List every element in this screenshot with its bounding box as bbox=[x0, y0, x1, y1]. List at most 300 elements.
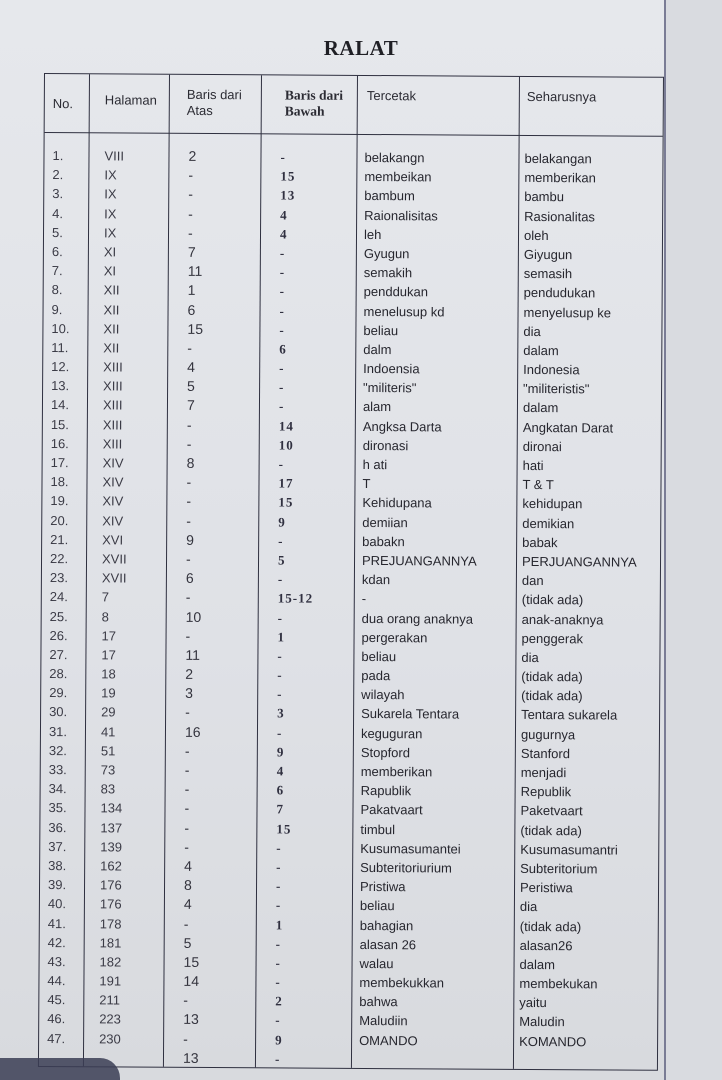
cell-seharusnya: Rasionalitas bbox=[524, 208, 596, 224]
cell-baris-bawah: - bbox=[280, 149, 286, 165]
cell-seharusnya: Angkatan Darat bbox=[522, 419, 614, 436]
cell-baris-bawah: - bbox=[275, 897, 282, 913]
cell-tercetak: Sukarela Tentara bbox=[361, 706, 460, 722]
cell-baris-atas: - bbox=[184, 742, 190, 759]
cell-halaman: 191 bbox=[99, 973, 122, 989]
cell-seharusnya: dironai bbox=[522, 438, 562, 454]
cell-baris-bawah: 9 bbox=[278, 514, 286, 530]
page-title: RALAT bbox=[323, 36, 399, 60]
cell-baris-bawah: - bbox=[277, 571, 284, 587]
header-halaman: Halaman bbox=[104, 92, 157, 108]
cell-baris-bawah: 7 bbox=[276, 801, 285, 817]
cell-baris-bawah: - bbox=[276, 859, 282, 875]
cell-halaman: 19 bbox=[101, 685, 116, 701]
row-number: 40. bbox=[47, 896, 67, 912]
cell-baris-atas: 10 bbox=[185, 608, 202, 625]
cell-halaman: XII bbox=[103, 321, 120, 337]
cell-seharusnya: oleh bbox=[523, 227, 549, 243]
cell-baris-bawah: - bbox=[277, 667, 283, 683]
cell-seharusnya: Peristiwa bbox=[519, 880, 573, 896]
row-number: 26. bbox=[49, 627, 68, 643]
cell-baris-atas: - bbox=[184, 781, 190, 798]
cell-baris-atas: 4 bbox=[184, 857, 193, 874]
cell-baris-atas: 6 bbox=[185, 570, 194, 587]
row-number: 7. bbox=[51, 263, 63, 279]
cell-tercetak: Kusumasumantei bbox=[360, 840, 461, 857]
cell-tercetak: Raionalisitas bbox=[364, 207, 438, 223]
cell-baris-atas: - bbox=[188, 205, 193, 222]
cell-baris-bawah: - bbox=[279, 283, 286, 299]
row-number: 38. bbox=[48, 857, 67, 874]
cell-baris-atas: 1 bbox=[187, 282, 196, 299]
row-number: 42. bbox=[47, 934, 66, 950]
column-baris-atas bbox=[183, 147, 249, 1068]
cell-baris-bawah: - bbox=[277, 648, 283, 664]
cell-tercetak: dua orang anaknya bbox=[361, 610, 474, 627]
cell-baris-bawah: - bbox=[274, 1051, 281, 1067]
cell-tercetak: bahagian bbox=[359, 917, 414, 933]
row-number: 6. bbox=[51, 243, 63, 260]
cell-seharusnya: dia bbox=[521, 649, 539, 665]
cell-tercetak: - bbox=[361, 591, 367, 607]
row-number: 4. bbox=[52, 205, 64, 221]
cell-tercetak: T bbox=[362, 476, 371, 492]
cell-baris-bawah: 6 bbox=[279, 341, 287, 357]
header-baris-bawah-line1: Baris dari bbox=[284, 87, 344, 103]
row-number: 44. bbox=[47, 973, 66, 989]
row-number: 22. bbox=[49, 550, 69, 567]
cell-seharusnya: Kusumasumantri bbox=[520, 841, 618, 858]
cell-baris-atas: 8 bbox=[183, 876, 192, 894]
cell-halaman: 83 bbox=[100, 781, 116, 797]
cell-seharusnya: alasan26 bbox=[519, 937, 573, 953]
cell-seharusnya: dia bbox=[519, 899, 538, 915]
cell-halaman: XIV bbox=[102, 455, 124, 471]
cell-baris-atas: - bbox=[186, 474, 192, 491]
cell-seharusnya: Subteritorium bbox=[520, 860, 598, 877]
cell-halaman: 162 bbox=[100, 858, 122, 874]
cell-halaman: 73 bbox=[100, 762, 116, 778]
cell-halaman: XVII bbox=[101, 551, 127, 567]
cell-baris-bawah: 4 bbox=[280, 207, 288, 223]
cell-halaman: 29 bbox=[101, 704, 116, 720]
header-seharusnya: Seharusnya bbox=[526, 88, 597, 105]
cell-tercetak: penddukan bbox=[363, 284, 429, 300]
cell-baris-bawah: 5 bbox=[277, 552, 286, 568]
cell-seharusnya: dia bbox=[523, 323, 541, 339]
row-number: 18. bbox=[50, 474, 69, 490]
cell-seharusnya: menjadi bbox=[520, 764, 567, 781]
cell-baris-atas: 5 bbox=[187, 378, 195, 395]
cell-seharusnya: Indonesia bbox=[523, 361, 580, 378]
row-number: 36. bbox=[48, 819, 67, 835]
cell-halaman: 18 bbox=[101, 666, 116, 682]
cell-seharusnya: Giyugun bbox=[523, 246, 573, 263]
header-divider bbox=[45, 132, 663, 137]
header-tercetak: Tercetak bbox=[366, 87, 417, 104]
row-number: 3. bbox=[52, 186, 64, 202]
cell-tercetak: PREJUANGANNYA bbox=[361, 552, 477, 569]
cell-baris-atas: - bbox=[188, 167, 194, 184]
cell-baris-atas: - bbox=[187, 339, 193, 356]
cell-halaman: 181 bbox=[99, 935, 122, 951]
cell-tercetak: memberikan bbox=[360, 763, 433, 780]
column-baris-bawah bbox=[275, 147, 351, 1068]
cell-baris-bawah: - bbox=[279, 379, 285, 395]
cell-baris-atas: - bbox=[185, 589, 191, 606]
cell-halaman: XIII bbox=[103, 359, 123, 375]
row-number: 8. bbox=[51, 282, 63, 298]
cell-tercetak: Indoensia bbox=[363, 361, 420, 377]
row-number: 28. bbox=[49, 666, 68, 682]
cell-tercetak: membekukkan bbox=[359, 975, 445, 991]
cell-baris-bawah: - bbox=[278, 398, 285, 414]
cell-baris-atas: 2 bbox=[185, 665, 194, 682]
row-number: 37. bbox=[48, 838, 67, 854]
header-baris-bawah-line2: Bawah bbox=[284, 103, 325, 119]
cell-tercetak: dironasi bbox=[362, 437, 409, 454]
cell-baris-bawah: 15 bbox=[278, 494, 294, 510]
cell-halaman: IX bbox=[104, 167, 117, 183]
row-number: 2. bbox=[52, 167, 64, 183]
cell-halaman: XIII bbox=[102, 416, 123, 433]
cell-tercetak: walau bbox=[359, 955, 394, 972]
row-number: 5. bbox=[51, 224, 63, 240]
row-number: 29. bbox=[49, 685, 68, 701]
cell-halaman: VIII bbox=[104, 148, 125, 164]
cell-halaman: 223 bbox=[99, 1011, 121, 1027]
column-divider bbox=[351, 76, 358, 1068]
cell-tercetak: belakangn bbox=[364, 149, 425, 166]
cell-baris-bawah: 14 bbox=[278, 418, 294, 434]
cell-seharusnya: Paketvaart bbox=[520, 803, 583, 819]
row-number: 25. bbox=[49, 608, 68, 624]
cell-baris-bawah: 1 bbox=[275, 916, 284, 932]
cell-baris-atas: - bbox=[186, 416, 192, 433]
cell-baris-atas: 2 bbox=[188, 147, 197, 164]
cell-baris-bawah: 3 bbox=[277, 705, 285, 721]
cell-halaman: 51 bbox=[100, 743, 116, 759]
row-number: 41. bbox=[47, 915, 66, 931]
cell-halaman: 17 bbox=[101, 628, 117, 644]
header-baris-bawah bbox=[285, 87, 343, 119]
row-number: 39. bbox=[47, 877, 67, 893]
cell-baris-atas: - bbox=[185, 704, 190, 721]
cell-baris-atas: - bbox=[184, 761, 190, 778]
cell-halaman: XII bbox=[103, 301, 120, 317]
cell-baris-bawah: - bbox=[275, 878, 282, 894]
cell-halaman: IX bbox=[104, 205, 117, 222]
cell-tercetak: "militeris" bbox=[363, 380, 417, 396]
cell-baris-bawah: - bbox=[278, 533, 284, 549]
cell-tercetak: Gyugun bbox=[363, 245, 410, 262]
cell-seharusnya: (tidak ada) bbox=[521, 688, 583, 704]
cell-baris-atas: - bbox=[185, 627, 191, 644]
cell-halaman: 134 bbox=[100, 800, 123, 816]
cell-baris-atas: 15 bbox=[183, 953, 200, 970]
cell-seharusnya: Republik bbox=[520, 784, 572, 800]
row-number: 24. bbox=[49, 589, 68, 605]
cell-halaman: IX bbox=[103, 225, 117, 241]
row-number: 12. bbox=[51, 359, 70, 375]
cell-baris-bawah: 15 bbox=[276, 820, 292, 837]
cell-baris-bawah: 4 bbox=[279, 226, 288, 242]
cell-tercetak: wilayah bbox=[361, 687, 405, 703]
cell-halaman: 8 bbox=[101, 608, 109, 624]
cell-seharusnya: (tidak ada) bbox=[521, 592, 584, 608]
cell-seharusnya: dalam bbox=[519, 956, 556, 973]
cell-tercetak: timbul bbox=[360, 821, 396, 837]
cell-baris-atas: 7 bbox=[187, 243, 196, 260]
cell-baris-atas: - bbox=[183, 1030, 188, 1047]
cell-seharusnya: membekukan bbox=[519, 975, 598, 992]
cell-seharusnya: (tidak ada) bbox=[520, 822, 582, 838]
cell-tercetak: keguguran bbox=[360, 725, 423, 741]
cell-baris-atas: 9 bbox=[186, 531, 194, 548]
row-number: 19. bbox=[50, 493, 69, 509]
cell-seharusnya: menyelusup ke bbox=[523, 304, 612, 320]
cell-tercetak: Angksa Darta bbox=[362, 418, 442, 435]
cell-baris-atas: - bbox=[186, 493, 192, 510]
row-number: 15. bbox=[50, 416, 69, 432]
cell-baris-bawah: 1 bbox=[277, 629, 286, 645]
cell-baris-bawah: 17 bbox=[278, 475, 294, 491]
cell-baris-bawah: 6 bbox=[276, 782, 285, 798]
cell-halaman: XI bbox=[103, 244, 117, 260]
cell-baris-atas: - bbox=[186, 512, 191, 529]
row-number: 10. bbox=[51, 320, 70, 336]
cell-halaman: 176 bbox=[99, 877, 122, 893]
cell-baris-atas: - bbox=[188, 186, 193, 203]
cell-tercetak: h ati bbox=[362, 456, 388, 473]
cell-baris-atas: - bbox=[185, 550, 191, 567]
cell-seharusnya: penggerak bbox=[521, 630, 584, 646]
cell-baris-atas: - bbox=[184, 819, 190, 836]
row-number: 33. bbox=[48, 762, 67, 778]
row-number: 31. bbox=[48, 723, 68, 739]
row-number: 46. bbox=[47, 1011, 66, 1027]
cell-baris-bawah: - bbox=[275, 955, 281, 971]
cell-tercetak: beliau bbox=[363, 322, 399, 338]
cell-baris-bawah: 10 bbox=[278, 437, 294, 453]
row-number: 20. bbox=[50, 512, 69, 528]
cell-baris-atas: 14 bbox=[183, 972, 200, 990]
cell-tercetak: semakih bbox=[363, 265, 413, 281]
cell-seharusnya: dan bbox=[521, 573, 544, 589]
cell-baris-bawah: - bbox=[279, 360, 285, 376]
cell-halaman: 182 bbox=[99, 954, 122, 970]
row-number: 1. bbox=[52, 148, 64, 164]
cell-baris-bawah: - bbox=[275, 974, 281, 990]
cell-tercetak: Pristiwa bbox=[359, 879, 406, 895]
cell-seharusnya: (tidak ada) bbox=[521, 668, 583, 685]
cell-seharusnya: PERJUANGANNYA bbox=[521, 553, 637, 570]
cell-halaman: 139 bbox=[100, 839, 123, 855]
cell-tercetak: pergerakan bbox=[361, 629, 428, 646]
row-number: 34. bbox=[48, 781, 67, 797]
column-tercetak bbox=[359, 148, 525, 1051]
cell-tercetak: alasan 26 bbox=[359, 936, 417, 952]
cell-baris-atas: 4 bbox=[187, 358, 196, 375]
cell-baris-bawah: - bbox=[279, 322, 285, 338]
header-baris-atas-line2: Atas bbox=[186, 102, 213, 119]
cell-halaman: 137 bbox=[100, 819, 123, 836]
cell-baris-bawah: - bbox=[277, 609, 284, 625]
row-number: 43. bbox=[47, 953, 66, 970]
cell-baris-atas: 8 bbox=[186, 454, 195, 471]
cell-halaman: XI bbox=[103, 263, 117, 279]
cell-halaman: XVII bbox=[101, 570, 127, 586]
cell-tercetak: Maludiin bbox=[359, 1013, 408, 1029]
cell-halaman: 211 bbox=[99, 992, 121, 1008]
cell-seharusnya: semasih bbox=[523, 266, 573, 282]
cell-halaman: XIV bbox=[102, 512, 124, 529]
cell-baris-bawah: 9 bbox=[276, 744, 285, 760]
cell-halaman: XII bbox=[103, 340, 120, 356]
cell-baris-bawah: - bbox=[278, 456, 285, 472]
cell-seharusnya: hati bbox=[522, 457, 544, 474]
column-no bbox=[47, 146, 89, 1048]
cell-halaman: XIV bbox=[102, 474, 124, 490]
cell-seharusnya: dalam bbox=[523, 342, 559, 359]
cell-seharusnya: demikian bbox=[522, 515, 575, 531]
cell-halaman: XIII bbox=[102, 436, 123, 452]
cell-baris-atas: 4 bbox=[183, 896, 192, 913]
row-number: 17. bbox=[50, 455, 69, 471]
row-number: 47. bbox=[47, 1030, 66, 1046]
cell-seharusnya: T & T bbox=[522, 477, 554, 493]
cell-seharusnya: babak bbox=[522, 534, 558, 550]
cell-baris-atas: 16 bbox=[184, 723, 201, 740]
cell-tercetak: Stopford bbox=[360, 744, 411, 761]
cell-halaman: 17 bbox=[101, 647, 116, 663]
cell-tercetak: babakn bbox=[362, 533, 405, 549]
cell-baris-bawah: 4 bbox=[276, 763, 285, 779]
cell-tercetak: menelusup kd bbox=[363, 303, 445, 319]
row-number: 21. bbox=[50, 531, 69, 547]
cell-halaman: 230 bbox=[99, 1030, 121, 1047]
cell-seharusnya: (tidak ada) bbox=[519, 918, 582, 934]
cell-baris-atas: - bbox=[183, 915, 189, 932]
cell-seharusnya: anak-anaknya bbox=[521, 611, 604, 627]
row-number: 11. bbox=[51, 339, 69, 356]
cell-baris-atas: 7 bbox=[186, 397, 195, 414]
cell-seharusnya: yaitu bbox=[519, 995, 547, 1011]
cell-seharusnya: pendudukan bbox=[523, 285, 596, 301]
cell-baris-bawah: - bbox=[276, 840, 282, 856]
cell-tercetak: OMANDO bbox=[359, 1032, 418, 1048]
cell-baris-bawah: - bbox=[276, 725, 283, 741]
cell-tercetak: pada bbox=[361, 668, 391, 684]
cell-seharusnya: kehidupan bbox=[522, 496, 583, 512]
cell-tercetak: beliau bbox=[361, 648, 397, 665]
cell-tercetak: Rapublik bbox=[360, 783, 412, 799]
header-baris-atas-line1: Baris dari bbox=[186, 86, 242, 103]
cell-baris-bawah: - bbox=[279, 302, 285, 318]
cell-tercetak: demiian bbox=[362, 514, 408, 530]
cell-baris-bawah: - bbox=[275, 1012, 281, 1028]
cell-baris-atas: - bbox=[183, 992, 189, 1009]
errata-table bbox=[38, 73, 664, 1071]
cell-seharusnya: "militeristis" bbox=[523, 381, 590, 397]
cell-baris-atas: 13 bbox=[183, 1011, 199, 1028]
cell-tercetak: kdan bbox=[361, 572, 391, 588]
cell-seharusnya: Stanford bbox=[520, 745, 571, 762]
cell-baris-bawah: - bbox=[279, 245, 286, 261]
cell-tercetak: membeikan bbox=[364, 169, 432, 185]
row-number: 35. bbox=[48, 800, 67, 816]
background-shadow bbox=[0, 1058, 120, 1080]
row-number: 9. bbox=[51, 301, 63, 317]
cell-baris-bawah: - bbox=[275, 936, 282, 952]
cell-halaman: 176 bbox=[99, 896, 122, 912]
cell-baris-atas: 11 bbox=[185, 646, 201, 663]
row-number: 13. bbox=[51, 378, 70, 394]
cell-baris-atas: 11 bbox=[187, 263, 203, 280]
column-divider bbox=[255, 75, 262, 1067]
header-baris-atas bbox=[187, 87, 242, 119]
cell-tercetak: dalm bbox=[363, 341, 392, 358]
cell-tercetak: bambum bbox=[364, 188, 415, 204]
cell-baris-bawah: - bbox=[279, 264, 286, 280]
cell-seharusnya: belakangan bbox=[524, 150, 592, 167]
cell-tercetak: Kehidupana bbox=[362, 495, 432, 511]
cell-halaman: IX bbox=[104, 186, 117, 202]
cell-baris-bawah: 15-12 bbox=[277, 590, 314, 606]
cell-halaman: 178 bbox=[99, 915, 122, 931]
cell-seharusnya: bambu bbox=[524, 189, 565, 205]
column-halaman bbox=[99, 146, 165, 1048]
row-number: 32. bbox=[48, 742, 67, 758]
cell-halaman: XII bbox=[103, 282, 120, 298]
header-no: No. bbox=[52, 96, 74, 112]
cell-baris-bawah: 15 bbox=[280, 168, 296, 184]
cell-seharusnya: gugurnya bbox=[520, 726, 576, 742]
cell-tercetak: beliau bbox=[359, 898, 395, 914]
cell-baris-atas: 5 bbox=[183, 934, 192, 951]
column-seharusnya bbox=[519, 149, 665, 1052]
cell-baris-atas: 15 bbox=[187, 320, 204, 337]
cell-baris-atas: - bbox=[184, 838, 189, 855]
cell-baris-atas: 13 bbox=[182, 1049, 199, 1066]
row-number: 16. bbox=[50, 435, 69, 451]
cell-baris-bawah: 2 bbox=[275, 993, 283, 1009]
cell-baris-atas: 6 bbox=[187, 301, 196, 318]
cell-tercetak: leh bbox=[363, 226, 382, 242]
row-number: 23. bbox=[49, 570, 69, 586]
row-number: 27. bbox=[49, 646, 68, 663]
cell-tercetak: alam bbox=[362, 399, 392, 415]
cell-tercetak: bahwa bbox=[359, 994, 398, 1010]
cell-halaman: 41 bbox=[100, 723, 116, 740]
cell-seharusnya: Maludin bbox=[519, 1014, 565, 1030]
cell-halaman: XIII bbox=[103, 378, 123, 394]
cell-baris-atas: - bbox=[187, 224, 193, 241]
cell-tercetak: Pakatvaart bbox=[360, 802, 423, 818]
cell-seharusnya: memberikan bbox=[524, 170, 596, 186]
cell-baris-bawah: - bbox=[277, 686, 283, 702]
row-number: 14. bbox=[50, 397, 70, 413]
cell-halaman: XVI bbox=[102, 532, 124, 548]
cell-baris-bawah: 9 bbox=[275, 1032, 283, 1048]
cell-baris-atas: 3 bbox=[185, 685, 194, 702]
cell-halaman: XIII bbox=[102, 397, 123, 413]
cell-seharusnya: KOMANDO bbox=[519, 1033, 587, 1049]
row-number: 30. bbox=[49, 704, 68, 720]
cell-seharusnya: Tentara sukarela bbox=[521, 707, 618, 723]
cell-baris-atas: - bbox=[186, 435, 192, 452]
cell-baris-bawah: 13 bbox=[280, 187, 296, 203]
